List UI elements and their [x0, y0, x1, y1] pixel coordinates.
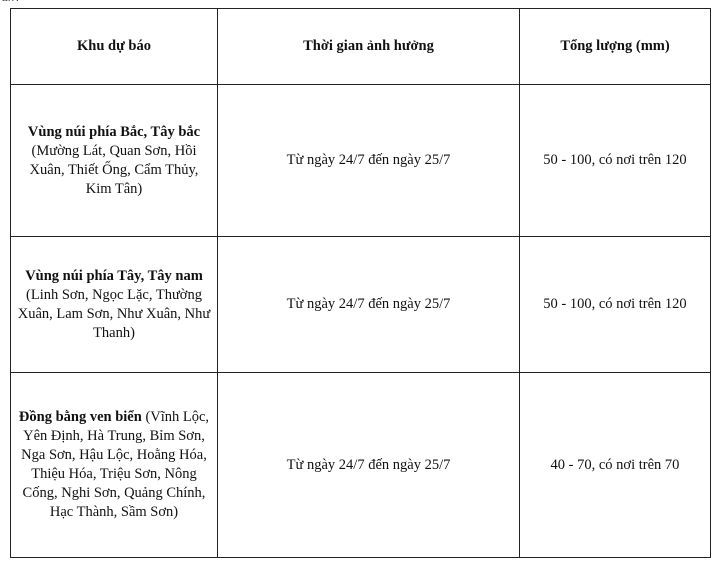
header-total-rainfall: Tổng lượng (mm): [520, 9, 711, 85]
time-cell: Từ ngày 24/7 đến ngày 25/7: [218, 237, 520, 373]
header-impact-time: Thời gian ảnh hưởng: [218, 9, 520, 85]
area-cell: [11, 373, 218, 558]
area-name: Vùng núi phía Tây, Tây nam: [25, 267, 203, 284]
table-row: [11, 85, 711, 237]
area-detail: (Mường Lát, Quan Sơn, Hồi Xuân, Thiết Ống, Cẩm Thủy, Kim Tân): [29, 142, 199, 197]
total-cell: 40 - 70, có nơi trên 70: [520, 373, 711, 558]
area-cell: [11, 237, 218, 373]
time-cell: Từ ngày 24/7 đến ngày 25/7: [218, 85, 520, 237]
header-forecast-area: Khu dự báo: [11, 9, 218, 85]
area-name: Vùng núi phía Bắc, Tây bắc: [27, 123, 201, 140]
top-text-fragment: [2, 0, 19, 1]
table-row: [11, 373, 711, 558]
area-name: Đồng bằng ven biển: [18, 409, 142, 425]
area-detail: (Linh Sơn, Ngọc Lặc, Thường Xuân, Lam Sơn, Như Xuân, Như Thanh): [17, 286, 211, 341]
rainfall-forecast-table: [10, 8, 711, 558]
area-cell: [11, 85, 218, 237]
time-cell: Từ ngày 24/7 đến ngày 25/7: [218, 373, 520, 558]
total-cell: 50 - 100, có nơi trên 120: [520, 237, 711, 373]
total-cell: 50 - 100, có nơi trên 120: [520, 85, 711, 237]
table-header-row: [11, 9, 711, 85]
table-row: [11, 237, 711, 373]
area-detail: (Vĩnh Lộc, Yên Định, Hà Trung, Bỉm Sơn, Nga Sơn, Hậu Lộc, Hoằng Hóa, Thiệu Hóa, Triệu Sơn, Nông Cống, Nghi Sơn, Quảng Chính, Hạc Thành, Sầm Sơn): [21, 409, 210, 520]
